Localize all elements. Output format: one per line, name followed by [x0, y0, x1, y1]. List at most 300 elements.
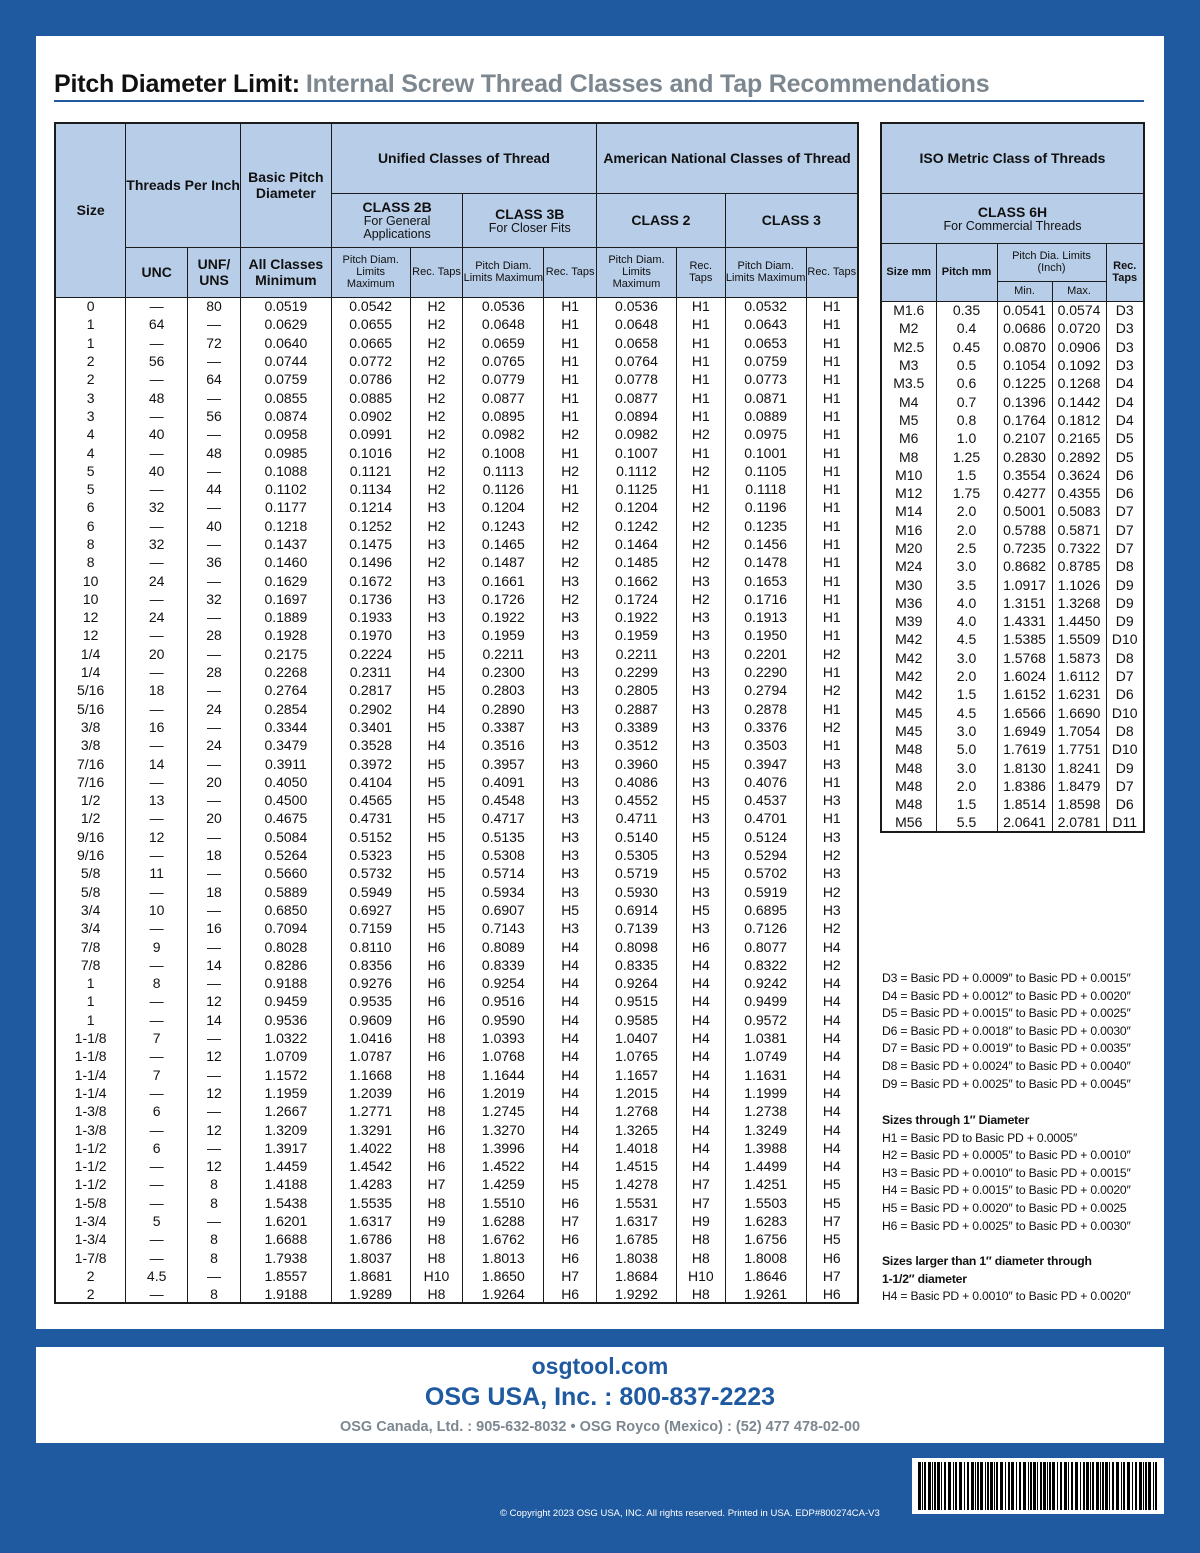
table-cell: 0.0895	[463, 407, 544, 425]
table-cell: 1.6688	[240, 1230, 331, 1248]
iso-table-cell: 1.75	[936, 484, 997, 502]
iso-table-cell: 1.3268	[1052, 594, 1106, 612]
table-cell: 0.1204	[597, 498, 677, 516]
table-cell: 1.6762	[463, 1230, 544, 1248]
note-line: D3 = Basic PD + 0.0009″ to Basic PD + 0.0015″	[882, 971, 1131, 985]
table-cell: 0.7094	[240, 919, 331, 937]
table-cell: 0.1478	[725, 553, 806, 571]
table-cell: 1.9188	[240, 1285, 331, 1303]
iso-table-row	[881, 392, 1144, 410]
table-cell: 1.8646	[725, 1267, 806, 1285]
table-cell: 1.8650	[463, 1267, 544, 1285]
iso-table-cell: 0.2892	[1052, 447, 1106, 465]
table-cell: H4	[676, 1157, 725, 1175]
table-cell: H4	[544, 1139, 597, 1157]
table-cell: H8	[676, 1230, 725, 1248]
iso-table-cell: D6	[1106, 484, 1144, 502]
iso-table-cell: D7	[1106, 777, 1144, 795]
table-cell: H4	[544, 974, 597, 992]
table-cell: H1	[544, 407, 597, 425]
table-cell: H10	[676, 1267, 725, 1285]
header-iso-title: ISO Metric Class of Threads	[881, 123, 1144, 193]
table-cell: H1	[806, 663, 858, 681]
note-line: H3 = Basic PD + 0.0010″ to Basic PD + 0.0015″	[882, 1165, 1131, 1180]
table-cell: H5	[676, 754, 725, 772]
table-cell: 10	[55, 590, 126, 608]
table-cell: H7	[676, 1175, 725, 1193]
table-cell: 1.0407	[597, 1029, 677, 1047]
table-cell: 12	[55, 626, 126, 644]
iso-table-cell: 1.0	[936, 429, 997, 447]
table-cell: 0.0655	[331, 315, 410, 333]
table-cell: H9	[676, 1212, 725, 1230]
iso-table-cell: 0.1268	[1052, 374, 1106, 392]
table-cell: 0.2794	[725, 681, 806, 699]
table-cell: H2	[410, 334, 463, 352]
table-cell: H4	[806, 1029, 858, 1047]
iso-table-cell: M2	[881, 319, 936, 337]
table-cell: H2	[410, 407, 463, 425]
table-cell: 0.1913	[725, 608, 806, 626]
iso-table-row	[881, 575, 1144, 593]
table-cell: H5	[410, 809, 463, 827]
iso-table-row	[881, 740, 1144, 758]
table-cell: 0.4548	[463, 791, 544, 809]
table-cell: H8	[410, 1285, 463, 1303]
iso-table-cell: 0.0870	[997, 338, 1052, 356]
table-cell: H2	[806, 883, 858, 901]
iso-table-cell: M3	[881, 356, 936, 374]
iso-table-cell: 0.1054	[997, 356, 1052, 374]
iso-table-cell: 1.8514	[997, 795, 1052, 813]
iso-table-cell: 1.5	[936, 466, 997, 484]
note-line: H2 = Basic PD + 0.0005″ to Basic PD + 0.0010″	[882, 1148, 1131, 1163]
iso-table-cell: D11	[1106, 813, 1144, 831]
table-cell: H3	[676, 809, 725, 827]
table-cell: 0.3376	[725, 718, 806, 736]
table-row	[55, 828, 858, 846]
table-cell: 0.7143	[463, 919, 544, 937]
table-cell: 0.2878	[725, 700, 806, 718]
iso-table-cell: D7	[1106, 521, 1144, 539]
table-cell: H4	[806, 1120, 858, 1138]
table-cell: 0.2817	[331, 681, 410, 699]
table-cell: H3	[676, 736, 725, 754]
table-cell: 1.4251	[725, 1175, 806, 1193]
table-cell: 1/4	[55, 645, 126, 663]
table-cell: H3	[544, 718, 597, 736]
table-cell: 0.3389	[597, 718, 677, 736]
table-cell: H4	[410, 663, 463, 681]
table-cell: —	[126, 992, 188, 1010]
table-cell: H2	[544, 535, 597, 553]
table-cell: 0.3479	[240, 736, 331, 754]
iso-table-cell: 0.5871	[1052, 521, 1106, 539]
table-cell: 9	[126, 937, 188, 955]
table-row	[55, 1029, 858, 1047]
table-cell: 1.0765	[597, 1047, 677, 1065]
header-threads-per-inch: Threads Per Inch	[126, 123, 241, 247]
table-row	[55, 791, 858, 809]
table-cell: H9	[410, 1212, 463, 1230]
table-cell: 1.3209	[240, 1120, 331, 1138]
table-cell: 0.7139	[597, 919, 677, 937]
table-cell: 40	[188, 517, 241, 535]
table-cell: —	[188, 571, 241, 589]
table-cell: —	[188, 937, 241, 955]
table-cell: 0.8110	[331, 937, 410, 955]
iso-table-cell: M42	[881, 630, 936, 648]
table-cell: 1.8681	[331, 1267, 410, 1285]
table-cell: H4	[676, 992, 725, 1010]
iso-table-cell: 0.5788	[997, 521, 1052, 539]
table-cell: 0.2311	[331, 663, 410, 681]
table-cell: H3	[544, 663, 597, 681]
table-cell: H3	[544, 773, 597, 791]
footer-contact	[36, 1347, 1164, 1443]
iso-table-cell: 2.0641	[997, 813, 1052, 831]
table-cell: 0.5934	[463, 883, 544, 901]
table-cell: H10	[410, 1267, 463, 1285]
table-cell: 0.1016	[331, 443, 410, 461]
table-cell: 0.0778	[597, 370, 677, 388]
table-cell: H2	[410, 315, 463, 333]
table-cell: —	[126, 590, 188, 608]
table-cell: 3	[55, 407, 126, 425]
iso-table-row	[881, 649, 1144, 667]
table-row	[55, 883, 858, 901]
header-size: Size	[55, 123, 126, 297]
table-cell: 0.0629	[240, 315, 331, 333]
iso-table-row	[881, 466, 1144, 484]
table-cell: —	[188, 315, 241, 333]
table-cell: 5/8	[55, 864, 126, 882]
title-bold: Pitch Diameter Limit:	[54, 70, 300, 98]
table-row	[55, 1139, 858, 1157]
table-row	[55, 334, 858, 352]
table-cell: 0.2290	[725, 663, 806, 681]
table-cell: 72	[188, 334, 241, 352]
table-cell: 0.1134	[331, 480, 410, 498]
table-cell: —	[126, 407, 188, 425]
iso-table-cell: D9	[1106, 758, 1144, 776]
table-cell: —	[126, 663, 188, 681]
table-cell: H2	[410, 480, 463, 498]
iso-table-cell: 1.6566	[997, 704, 1052, 722]
table-cell: 0.0759	[240, 370, 331, 388]
iso-table-cell: 0.5001	[997, 502, 1052, 520]
iso-table-cell: D4	[1106, 411, 1144, 429]
table-cell: H4	[806, 1102, 858, 1120]
table-cell: H1	[676, 370, 725, 388]
table-cell: H6	[410, 937, 463, 955]
table-cell: 1-1/8	[55, 1029, 126, 1047]
table-cell: 0.5135	[463, 828, 544, 846]
table-cell: H1	[806, 571, 858, 589]
table-cell: 0.1485	[597, 553, 677, 571]
table-cell: H2	[410, 370, 463, 388]
table-cell: 1-1/2	[55, 1139, 126, 1157]
table-cell: —	[126, 1230, 188, 1248]
table-cell: 0.9264	[597, 974, 677, 992]
table-cell: H8	[410, 1248, 463, 1266]
note-line: D7 = Basic PD + 0.0019″ to Basic PD + 0.0035″	[882, 1041, 1131, 1056]
table-cell: 0.4537	[725, 791, 806, 809]
note-line: D4 = Basic PD + 0.0012″ to Basic PD + 0.0020″	[882, 988, 1131, 1003]
table-cell: 0.1218	[240, 517, 331, 535]
table-cell: H5	[544, 901, 597, 919]
table-cell: 0.0532	[725, 297, 806, 315]
iso-table-cell: 0.3554	[997, 466, 1052, 484]
table-cell: H4	[806, 1157, 858, 1175]
table-cell: 0.5140	[597, 828, 677, 846]
table-cell: 0.2268	[240, 663, 331, 681]
iso-table-cell: 1.6949	[997, 722, 1052, 740]
table-cell: 8	[188, 1230, 241, 1248]
table-cell: 0.4731	[331, 809, 410, 827]
table-row	[55, 297, 858, 315]
iso-table-cell: 3.0	[936, 649, 997, 667]
table-cell: H3	[544, 571, 597, 589]
table-cell: H3	[676, 919, 725, 937]
iso-table-cell: 0.1396	[997, 392, 1052, 410]
iso-table-cell: D7	[1106, 502, 1144, 520]
table-cell: —	[188, 1065, 241, 1083]
header-iso-rec-taps: Rec. Taps	[1106, 243, 1144, 301]
table-cell: 0.0648	[597, 315, 677, 333]
table-cell: 1.3249	[725, 1120, 806, 1138]
table-cell: 0.1102	[240, 480, 331, 498]
table-cell: 0.7159	[331, 919, 410, 937]
table-cell: H3	[676, 773, 725, 791]
table-row	[55, 736, 858, 754]
table-cell: 64	[188, 370, 241, 388]
table-cell: —	[188, 974, 241, 992]
table-cell: 3/4	[55, 919, 126, 937]
table-cell: 1-1/4	[55, 1065, 126, 1083]
table-cell: 1.8684	[597, 1267, 677, 1285]
table-row	[55, 919, 858, 937]
table-cell: 0.4104	[331, 773, 410, 791]
table-cell: 0.4050	[240, 773, 331, 791]
table-cell: H3	[676, 883, 725, 901]
table-cell: 8	[188, 1248, 241, 1266]
header-class-3b: CLASS 3B For Closer Fits	[463, 193, 597, 247]
table-cell: 44	[188, 480, 241, 498]
iso-table-cell: M4	[881, 392, 936, 410]
table-row	[55, 407, 858, 425]
table-row	[55, 626, 858, 644]
iso-table-cell: D10	[1106, 630, 1144, 648]
table-cell: H4	[676, 1065, 725, 1083]
table-cell: 6	[55, 498, 126, 516]
table-cell: H3	[806, 754, 858, 772]
table-cell: 0.1716	[725, 590, 806, 608]
table-cell: 0.2224	[331, 645, 410, 663]
table-cell: 0.9536	[240, 1011, 331, 1029]
iso-table-cell: D3	[1106, 301, 1144, 319]
table-cell: 1.2667	[240, 1102, 331, 1120]
table-cell: 1.6317	[331, 1212, 410, 1230]
table-cell: 0.1007	[597, 443, 677, 461]
table-cell: H1	[806, 608, 858, 626]
table-cell: 1	[55, 974, 126, 992]
table-cell: 0.1214	[331, 498, 410, 516]
table-cell: H1	[806, 736, 858, 754]
table-cell: 0.1950	[725, 626, 806, 644]
table-cell: 0.9499	[725, 992, 806, 1010]
iso-table-cell: 0.2107	[997, 429, 1052, 447]
d-tap-notes	[882, 970, 1131, 1093]
table-cell: 4	[55, 443, 126, 461]
table-row	[55, 1084, 858, 1102]
table-cell: 0.5264	[240, 846, 331, 864]
table-cell: H1	[806, 773, 858, 791]
header-class-2: CLASS 2	[597, 193, 726, 247]
table-cell: H8	[410, 1102, 463, 1120]
table-cell: H1	[544, 370, 597, 388]
table-cell: H5	[410, 791, 463, 809]
table-cell: 0.9535	[331, 992, 410, 1010]
table-cell: H3	[806, 901, 858, 919]
table-cell: 0.0764	[597, 352, 677, 370]
table-cell: H4	[806, 937, 858, 955]
table-cell: —	[188, 864, 241, 882]
iso-table-cell: 0.2830	[997, 447, 1052, 465]
iso-table-cell: D5	[1106, 447, 1144, 465]
table-cell: 0.1460	[240, 553, 331, 571]
table-cell: H4	[676, 956, 725, 974]
iso-table-row	[881, 704, 1144, 722]
table-cell: 0.5919	[725, 883, 806, 901]
table-cell: 0.1243	[463, 517, 544, 535]
table-cell: 0.0759	[725, 352, 806, 370]
iso-table-row	[881, 447, 1144, 465]
table-cell: 1-5/8	[55, 1194, 126, 1212]
iso-table-row	[881, 374, 1144, 392]
table-cell: 0.7126	[725, 919, 806, 937]
iso-table-cell: 3.5	[936, 575, 997, 593]
iso-table-cell: 0.8785	[1052, 557, 1106, 575]
table-cell: 0.8335	[597, 956, 677, 974]
iso-table-cell: M36	[881, 594, 936, 612]
iso-table-cell: 1.5	[936, 795, 997, 813]
table-cell: 0.1252	[331, 517, 410, 535]
iso-table-cell: D6	[1106, 685, 1144, 703]
table-cell: H3	[544, 645, 597, 663]
table-cell: 0.3503	[725, 736, 806, 754]
table-row	[55, 700, 858, 718]
iso-table-cell: 1.5509	[1052, 630, 1106, 648]
table-cell: 0.0765	[463, 352, 544, 370]
table-cell: 0.2211	[463, 645, 544, 663]
table-cell: H3	[544, 681, 597, 699]
table-cell: H2	[544, 462, 597, 480]
table-cell: 1.9261	[725, 1285, 806, 1303]
table-cell: 1.4188	[240, 1175, 331, 1193]
iso-table-cell: 0.8	[936, 411, 997, 429]
table-cell: —	[126, 370, 188, 388]
table-cell: H2	[806, 919, 858, 937]
table-cell: 1/2	[55, 809, 126, 827]
table-row	[55, 1175, 858, 1193]
table-cell: H1	[544, 388, 597, 406]
table-cell: H5	[676, 901, 725, 919]
table-cell: 14	[126, 754, 188, 772]
table-cell: 0.0975	[725, 425, 806, 443]
iso-table-cell: M20	[881, 539, 936, 557]
iso-table-cell: 0.1092	[1052, 356, 1106, 374]
website-link[interactable]: osgtool.com	[531, 1353, 669, 1379]
copyright-text: © Copyright 2023 OSG USA, INC. All rights reserved. Printed in USA. EDP#800274CA-V3	[500, 1508, 880, 1519]
header-unc: UNC	[126, 247, 188, 297]
table-cell: 5/16	[55, 681, 126, 699]
class-3b-sub: For Closer Fits	[488, 220, 571, 235]
table-cell: H4	[806, 1065, 858, 1083]
iso-table-cell: 0.4277	[997, 484, 1052, 502]
table-cell: H5	[410, 773, 463, 791]
table-cell: 20	[188, 809, 241, 827]
table-cell: 0.2764	[240, 681, 331, 699]
table-cell: H6	[806, 1285, 858, 1303]
table-cell: H3	[544, 754, 597, 772]
table-cell: H1	[806, 297, 858, 315]
table-cell: 40	[126, 425, 188, 443]
table-cell: 18	[126, 681, 188, 699]
table-cell: 1	[55, 992, 126, 1010]
table-cell: 0.8098	[597, 937, 677, 955]
iso-table-cell: 1.1026	[1052, 575, 1106, 593]
table-cell: —	[126, 1011, 188, 1029]
table-row	[55, 571, 858, 589]
table-cell: H1	[806, 407, 858, 425]
table-cell: 3/8	[55, 736, 126, 754]
iso-table-cell: M1.6	[881, 301, 936, 319]
iso-table-cell: 0.0906	[1052, 338, 1106, 356]
table-cell: 1.1668	[331, 1065, 410, 1083]
table-cell: —	[188, 1212, 241, 1230]
table-cell: 12	[188, 1157, 241, 1175]
note-line: H4 = Basic PD + 0.0015″ to Basic PD + 0.0020″	[882, 1183, 1131, 1198]
table-cell: H1	[676, 480, 725, 498]
table-row	[55, 718, 858, 736]
note-line: H1 = Basic PD to Basic PD + 0.0005″	[882, 1130, 1078, 1145]
table-cell: H1	[544, 480, 597, 498]
table-cell: 0.4500	[240, 791, 331, 809]
table-cell: 0.1928	[240, 626, 331, 644]
table-cell: H5	[806, 1230, 858, 1248]
unified-table-body	[55, 297, 858, 1303]
iso-table-cell: M14	[881, 502, 936, 520]
table-cell: 32	[188, 590, 241, 608]
iso-table-cell: 0.1764	[997, 411, 1052, 429]
table-cell: H5	[676, 828, 725, 846]
table-cell: 1.4022	[331, 1139, 410, 1157]
iso-table-cell: M48	[881, 777, 936, 795]
table-cell: 1-3/8	[55, 1120, 126, 1138]
table-cell: 0.1204	[463, 498, 544, 516]
content-sheet	[36, 36, 1164, 1329]
iso-table-cell: 0.4355	[1052, 484, 1106, 502]
table-cell: 1.4459	[240, 1157, 331, 1175]
table-cell: H5	[676, 864, 725, 882]
table-cell: H2	[410, 297, 463, 315]
table-cell: 12	[55, 608, 126, 626]
table-cell: 0.1118	[725, 480, 806, 498]
table-cell: 0.0665	[331, 334, 410, 352]
header-iso-size: Size mm	[881, 243, 936, 301]
table-row	[55, 535, 858, 553]
